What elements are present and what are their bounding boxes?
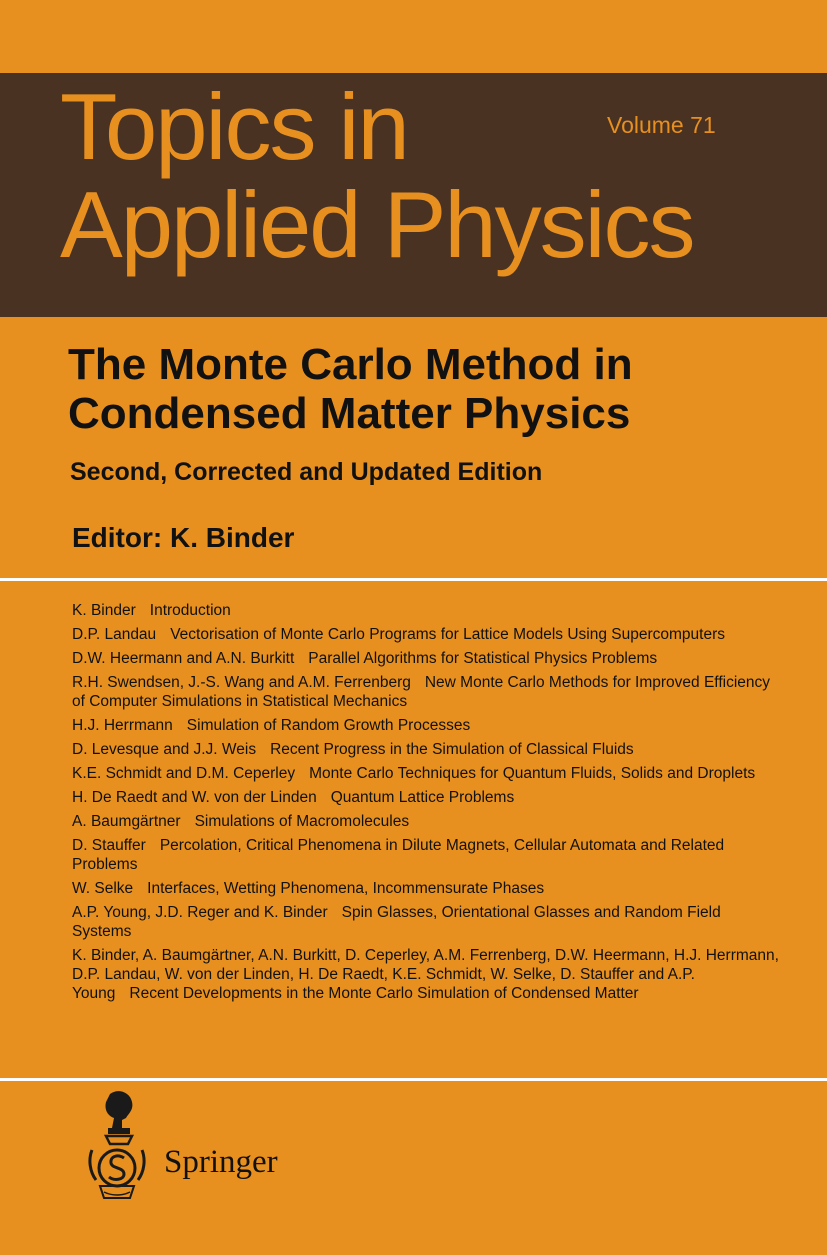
contents-item: [72, 903, 784, 941]
contents-item: [72, 673, 784, 711]
contents-authors: K.E. Schmidt and D.M. Ceperley: [72, 765, 296, 782]
contents-item: [72, 740, 784, 759]
contents-authors: H. De Raedt and W. von der Linden: [72, 789, 317, 806]
contents-item: [72, 836, 784, 874]
springer-knight-icon: [82, 1088, 152, 1206]
contents-authors: K. Binder, A. Baumgärtner, A.N. Burkitt, D. Ceperley, A.M. Ferrenberg, D.W. Heermann, H.J. Herrmann, D.P. Landau, W. von der Linden, H. De Raedt, K.E. Schmidt, W. Selke, D. Stauffer and A.P. Young: [72, 947, 779, 1002]
contents-title: Vectorisation of Monte Carlo Programs for Lattice Models Using Supercomputers: [170, 626, 725, 643]
contents-title: Simulations of Macromolecules: [194, 813, 410, 830]
contents-authors: A. Baumgärtner: [72, 813, 181, 830]
contents-authors: D.W. Heermann and A.N. Burkitt: [72, 650, 295, 667]
contents-item: [72, 812, 784, 831]
contents-title: New Monte Carlo Methods for Improved Efficiency of Computer Simulations in Statistical Mechanics: [72, 674, 771, 710]
contents-title: Simulation of Random Growth Processes: [186, 717, 471, 734]
contents-title: Quantum Lattice Problems: [330, 789, 515, 806]
volume-number: Volume 71: [607, 112, 716, 138]
contents-item: [72, 601, 784, 620]
contents-title: Parallel Algorithms for Statistical Physics Problems: [308, 650, 658, 667]
contents-title: Recent Developments in the Monte Carlo Simulation of Condensed Matter: [129, 985, 639, 1002]
contents-item: [72, 788, 784, 807]
contents-title: Interfaces, Wetting Phenomena, Incommensurate Phases: [147, 880, 545, 897]
contents-title: Spin Glasses, Orientational Glasses and Random Field Systems: [72, 904, 721, 940]
book-title: [68, 340, 633, 438]
contents-item: [72, 716, 784, 735]
contents-title: Introduction: [149, 602, 231, 619]
divider-top: [0, 578, 827, 581]
contents-item: [72, 764, 784, 783]
contents-item: [72, 625, 784, 644]
publisher-name: Springer: [164, 1144, 278, 1180]
contents-authors: H.J. Herrmann: [72, 717, 173, 734]
divider-bottom: [0, 1078, 827, 1081]
contents-authors: W. Selke: [72, 880, 134, 897]
contents-authors: A.P. Young, J.D. Reger and K. Binder: [72, 904, 328, 921]
editor-credit: Editor: K. Binder: [72, 522, 295, 553]
contents-authors: D. Stauffer: [72, 837, 146, 854]
contents-title: Monte Carlo Techniques for Quantum Fluids, Solids and Droplets: [309, 765, 756, 782]
edition-subtitle: Second, Corrected and Updated Edition: [70, 458, 543, 486]
series-title-line-1: Topics in: [60, 74, 408, 179]
contents-authors: D. Levesque and J.J. Weis: [72, 741, 257, 758]
contents-authors: K. Binder: [72, 602, 136, 619]
series-title-line-2: Applied Physics: [60, 172, 694, 277]
contents-list: [72, 601, 784, 1008]
contents-item: [72, 879, 784, 898]
contents-authors: D.P. Landau: [72, 626, 157, 643]
contents-authors: R.H. Swendsen, J.-S. Wang and A.M. Ferrenberg: [72, 674, 411, 691]
book-title-line-2: Condensed Matter Physics: [68, 389, 631, 438]
contents-item: [72, 649, 784, 668]
series-title: [60, 74, 694, 277]
contents-title: Percolation, Critical Phenomena in Dilute Magnets, Cellular Automata and Related Problems: [72, 837, 725, 873]
book-title-line-1: The Monte Carlo Method in: [68, 340, 633, 389]
contents-item: [72, 946, 784, 1003]
contents-title: Recent Progress in the Simulation of Classical Fluids: [270, 741, 634, 758]
